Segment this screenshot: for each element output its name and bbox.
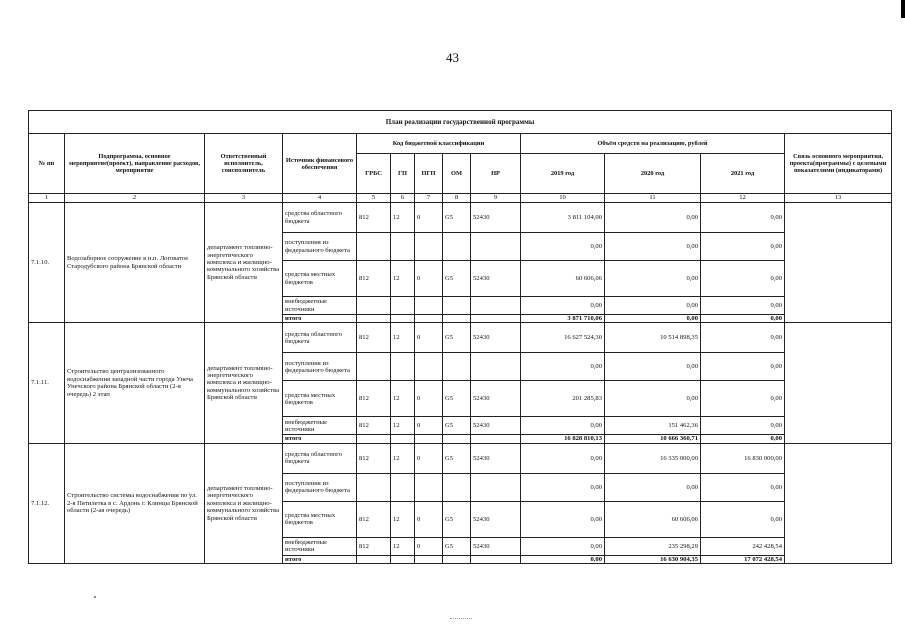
link-cell (785, 443, 892, 563)
value-2019-cell: 0,00 (521, 353, 605, 381)
np-cell (471, 353, 521, 381)
om-cell (443, 435, 471, 443)
gp-cell: 12 (391, 537, 415, 555)
value-2019-cell: 0,00 (521, 443, 605, 473)
header-executor: Ответственный исполнитель, соисполнитель (205, 134, 283, 194)
column-number: 1 (29, 194, 65, 203)
grbs-cell: 812 (357, 443, 391, 473)
pgp-cell: 0 (415, 417, 443, 435)
group-name: Водозаборное сооружение в н.п. Логоватое Стародубского района Брянской области (65, 203, 205, 323)
grbs-cell: 812 (357, 381, 391, 417)
column-number: 5 (357, 194, 391, 203)
pgp-cell: 0 (415, 381, 443, 417)
value-2020-cell: 0,00 (605, 353, 701, 381)
grbs-cell (357, 555, 391, 563)
total-2019-cell: 16 828 810,13 (521, 435, 605, 443)
pgp-cell: 0 (415, 443, 443, 473)
gp-cell (391, 297, 415, 315)
column-number: 7 (415, 194, 443, 203)
om-cell: G5 (443, 537, 471, 555)
column-number: 3 (205, 194, 283, 203)
total-2021-cell: 0,00 (701, 435, 785, 443)
source-cell: внебюджетные источники (283, 537, 357, 555)
value-2020-cell: 0,00 (605, 203, 701, 233)
total-2019-cell: 3 871 710,06 (521, 315, 605, 323)
total-2019-cell: 0,00 (521, 555, 605, 563)
om-cell: G5 (443, 323, 471, 353)
edge-mark (901, 0, 905, 18)
grbs-cell: 812 (357, 417, 391, 435)
header-grbs: ГРБС (357, 154, 391, 194)
value-2019-cell: 16 627 524,30 (521, 323, 605, 353)
om-cell (443, 353, 471, 381)
source-cell: поступления из федерального бюджета (283, 233, 357, 261)
pgp-cell (415, 435, 443, 443)
total-label: итого (283, 315, 357, 323)
value-2021-cell: 0,00 (701, 261, 785, 297)
header-source: Источник финансового обеспечения (283, 134, 357, 194)
om-cell: G5 (443, 417, 471, 435)
np-cell (471, 435, 521, 443)
pgp-cell (415, 315, 443, 323)
pgp-cell (415, 233, 443, 261)
om-cell: G5 (443, 501, 471, 537)
value-2021-cell: 0,00 (701, 501, 785, 537)
table-row (29, 323, 892, 353)
header-om: ОМ (443, 154, 471, 194)
np-cell: 52430 (471, 261, 521, 297)
gp-cell (391, 233, 415, 261)
om-cell (443, 555, 471, 563)
table-row (29, 443, 892, 473)
total-2021-cell: 0,00 (701, 315, 785, 323)
link-cell (785, 323, 892, 443)
total-label: итого (283, 435, 357, 443)
column-number: 13 (785, 194, 892, 203)
om-cell: G5 (443, 261, 471, 297)
group-executor: департамент топливно-энергетического комплекса и жилищно-коммунального хозяйства Брянской области (205, 323, 283, 443)
gp-cell (391, 353, 415, 381)
pgp-cell: 0 (415, 501, 443, 537)
om-cell (443, 473, 471, 501)
value-2021-cell: 0,00 (701, 417, 785, 435)
grbs-cell (357, 473, 391, 501)
pgp-cell: 0 (415, 261, 443, 297)
np-cell: 52430 (471, 501, 521, 537)
om-cell: G5 (443, 443, 471, 473)
gp-cell: 12 (391, 381, 415, 417)
column-numbers-row (29, 194, 892, 203)
total-2020-cell: 0,00 (605, 315, 701, 323)
value-2020-cell: 0,00 (605, 381, 701, 417)
gp-cell (391, 555, 415, 563)
np-cell: 52430 (471, 417, 521, 435)
om-cell: G5 (443, 203, 471, 233)
om-cell: G5 (443, 381, 471, 417)
total-label: итого (283, 555, 357, 563)
gp-cell: 12 (391, 417, 415, 435)
value-2019-cell: 0,00 (521, 501, 605, 537)
header-gp: ГП (391, 154, 415, 194)
value-2021-cell: 16 830 000,00 (701, 443, 785, 473)
value-2020-cell: 0,00 (605, 297, 701, 315)
np-cell (471, 297, 521, 315)
header-link: Связь основного мероприятия, проекта(программы) с целевыми показателями (индикаторами) (785, 134, 892, 194)
source-cell: поступления из федерального бюджета (283, 353, 357, 381)
scan-mark (450, 612, 472, 619)
gp-cell: 12 (391, 443, 415, 473)
column-number: 9 (471, 194, 521, 203)
grbs-cell (357, 353, 391, 381)
np-cell: 52430 (471, 323, 521, 353)
column-number: 8 (443, 194, 471, 203)
source-cell: средства областного бюджета (283, 203, 357, 233)
header-np: НР (471, 154, 521, 194)
grbs-cell: 812 (357, 537, 391, 555)
value-2021-cell: 0,00 (701, 233, 785, 261)
np-cell (471, 315, 521, 323)
np-cell: 52430 (471, 381, 521, 417)
page-number: 43 (446, 50, 459, 65)
grbs-cell: 812 (357, 261, 391, 297)
pgp-cell (415, 473, 443, 501)
table-title: План реализации государственной программы (29, 111, 892, 134)
gp-cell: 12 (391, 203, 415, 233)
header-2021: 2021 год (701, 154, 785, 194)
group-name: Строительство системы водоснабжения по ул. 2-я Пятилетка в с. Ардонь г. Клинцы Брянской области (2-ая очередь) (65, 443, 205, 563)
om-cell (443, 315, 471, 323)
source-cell: внебюджетные источники (283, 297, 357, 315)
value-2019-cell: 60 606,06 (521, 261, 605, 297)
value-2020-cell: 0,00 (605, 261, 701, 297)
group-id: 7.1.11. (29, 323, 65, 443)
value-2019-cell: 0,00 (521, 417, 605, 435)
np-cell (471, 233, 521, 261)
source-cell: средства местных бюджетов (283, 501, 357, 537)
pgp-cell: 0 (415, 537, 443, 555)
value-2020-cell: 0,00 (605, 473, 701, 501)
value-2020-cell: 10 514 898,35 (605, 323, 701, 353)
source-cell: средства местных бюджетов (283, 381, 357, 417)
link-cell (785, 203, 892, 323)
group-id: 7.1.10. (29, 203, 65, 323)
grbs-cell (357, 435, 391, 443)
pgp-cell (415, 555, 443, 563)
value-2019-cell: 0,00 (521, 233, 605, 261)
np-cell: 52430 (471, 443, 521, 473)
value-2021-cell: 0,00 (701, 297, 785, 315)
total-2020-cell: 10 666 360,71 (605, 435, 701, 443)
value-2019-cell: 3 811 104,00 (521, 203, 605, 233)
value-2019-cell: 0,00 (521, 537, 605, 555)
gp-cell: 12 (391, 501, 415, 537)
header-num: № пп (29, 134, 65, 194)
grbs-cell (357, 297, 391, 315)
value-2021-cell: 242 428,54 (701, 537, 785, 555)
value-2021-cell: 0,00 (701, 353, 785, 381)
gp-cell: 12 (391, 323, 415, 353)
group-name: Строительство централизованного водоснабжения западной части города Унеча Унечского района Брянской области (2-я очередь) 2 этап (65, 323, 205, 443)
value-2021-cell: 0,00 (701, 203, 785, 233)
grbs-cell: 812 (357, 501, 391, 537)
column-number: 10 (521, 194, 605, 203)
header-budget-code: Код бюджетной классификации (357, 134, 521, 154)
value-2021-cell: 0,00 (701, 323, 785, 353)
source-cell: внебюджетные источники (283, 417, 357, 435)
pgp-cell: 0 (415, 323, 443, 353)
grbs-cell (357, 233, 391, 261)
column-number: 6 (391, 194, 415, 203)
value-2021-cell: 0,00 (701, 381, 785, 417)
np-cell: 52430 (471, 537, 521, 555)
gp-cell (391, 473, 415, 501)
gp-cell: 12 (391, 261, 415, 297)
value-2019-cell: 0,00 (521, 473, 605, 501)
value-2020-cell: 0,00 (605, 233, 701, 261)
value-2020-cell: 60 606,06 (605, 501, 701, 537)
header-2019: 2019 год (521, 154, 605, 194)
source-cell: средства областного бюджета (283, 323, 357, 353)
header-volume: Объём средств на реализацию, рублей (521, 134, 785, 154)
value-2019-cell: 0,00 (521, 297, 605, 315)
np-cell (471, 555, 521, 563)
om-cell (443, 233, 471, 261)
total-2021-cell: 17 072 428,54 (701, 555, 785, 563)
value-2021-cell: 0,00 (701, 473, 785, 501)
pgp-cell (415, 297, 443, 315)
value-2019-cell: 201 285,83 (521, 381, 605, 417)
header-program: Подпрограмма, основное мероприятие(проект), направление расходов, мероприятие (65, 134, 205, 194)
table-row (29, 203, 892, 233)
group-executor: департамент топливно-энергетического комплекса и жилищно-коммунального хозяйства Брянской области (205, 203, 283, 323)
value-2020-cell: 235 298,29 (605, 537, 701, 555)
grbs-cell: 812 (357, 203, 391, 233)
om-cell (443, 297, 471, 315)
plan-table-sheet (28, 110, 891, 564)
source-cell: средства областного бюджета (283, 443, 357, 473)
group-executor: департамент топливно-энергетического комплекса и жилищно-коммунального хозяйства Брянской области (205, 443, 283, 563)
header-pgp: ПГП (415, 154, 443, 194)
total-2020-cell: 16 630 904,35 (605, 555, 701, 563)
source-cell: средства местных бюджетов (283, 261, 357, 297)
pgp-cell (415, 353, 443, 381)
source-cell: поступления из федерального бюджета (283, 473, 357, 501)
plan-table (28, 110, 892, 564)
value-2020-cell: 16 335 000,00 (605, 443, 701, 473)
gp-cell (391, 435, 415, 443)
column-number: 4 (283, 194, 357, 203)
scan-speck (94, 596, 96, 598)
pgp-cell: 0 (415, 203, 443, 233)
np-cell: 52430 (471, 203, 521, 233)
gp-cell (391, 315, 415, 323)
value-2020-cell: 151 462,36 (605, 417, 701, 435)
column-number: 2 (65, 194, 205, 203)
column-number: 11 (605, 194, 701, 203)
group-id: 7.1.12. (29, 443, 65, 563)
header-2020: 2020 год (605, 154, 701, 194)
grbs-cell: 812 (357, 323, 391, 353)
np-cell (471, 473, 521, 501)
grbs-cell (357, 315, 391, 323)
column-number: 12 (701, 194, 785, 203)
